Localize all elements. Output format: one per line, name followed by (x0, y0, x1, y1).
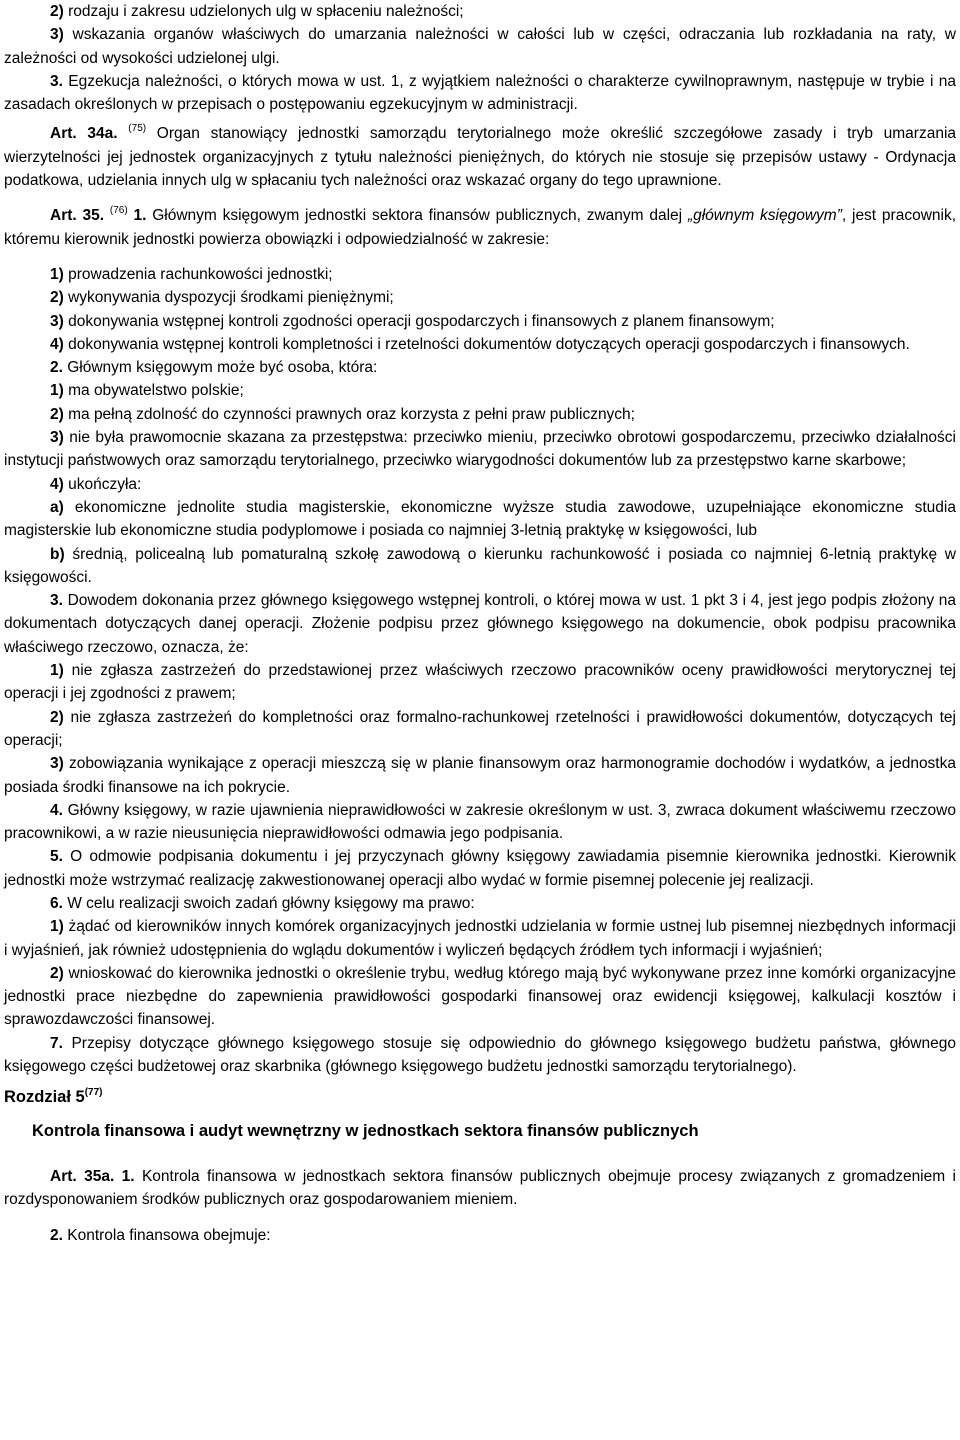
paragraph-text: nie była prawomocnie skazana za przestępstwa: przeciwko mieniu, przeciwko obrotowi gospodarczemu, przeciwko działalności instytucji państwowych oraz samorządu terytorialnego, przeciwko wiarygodności dokumentów lub za przestępstwo karne skarbowe; (4, 429, 956, 470)
paragraph-text: żądać od kierowników innych komórek organizacyjnych jednostki udzielania w formie ustnej lub pisemnej niezbędnych informacji i wyjaśnień, jak również udostępnienia do wglądu dokumentów i wyliczeń będących źródłem tych informacji i wyjaśnień; (4, 918, 956, 959)
list-item (4, 915, 956, 962)
defined-term: „głównym księgowym” (687, 207, 842, 225)
item-marker: 4. (50, 801, 63, 819)
paragraph-text: Główny księgowy, w razie ujawnienia nieprawidłowości w zakresie określonym w ust. 3, zwraca dokument właściwemu rzeczowo pracownikowi, a w razie nieusunięcia nieprawidłowości odmawia jego podpisania. (4, 801, 956, 843)
list-item (4, 426, 956, 473)
article-marker: Art. 35. (50, 207, 105, 225)
list-item (4, 496, 956, 543)
item-marker: 6. (50, 894, 63, 912)
paragraph-text: ma obywatelstwo polskie; (63, 382, 244, 400)
chapter-title: Rozdział 5 (4, 1088, 85, 1107)
item-marker: 3) (50, 26, 64, 44)
item-marker: 4) (50, 475, 64, 493)
item-marker: 2) (50, 289, 64, 307)
item-marker: 1) (50, 918, 64, 936)
item-marker: b) (50, 545, 65, 563)
item-marker: 2) (50, 405, 64, 423)
item-marker: 7. (50, 1034, 63, 1052)
paragraph (4, 0, 956, 23)
article-35 (4, 204, 956, 251)
paragraph-text: Przepisy dotyczące głównego księgowego stosuje się odpowiednio do głównego księgowego budżetu państwa, głównego księgowego części budżetowej oraz skarbnika (głównego księgowego budżetu jednostki samorządu terytorialnego). (4, 1034, 956, 1076)
item-marker: 4) (50, 335, 64, 353)
paragraph-text: ukończyła: (63, 475, 142, 493)
paragraph-text: dokonywania wstępnej kontroli kompletności i rzetelności dokumentów dotyczących operacji gospodarczych i finansowych. (63, 335, 910, 353)
item-marker: 2. (50, 359, 63, 377)
paragraph-text: Głównym księgowym może być osoba, która: (62, 359, 378, 377)
paragraph-text: nie zgłasza zastrzeżeń do kompletności oraz formalno-rachunkowej rzetelności i prawidłowości dokumentów, dotyczących tej operacji; (4, 708, 956, 749)
paragraph-text: O odmowie podpisania dokumentu i jej przyczynach główny księgowy zawiadamia pisemnie kierownika jednostki. Kierownik jednostki może wstrzymać realizację zakwestionowanej operacji albo wydać w formie pisemnej polecenie jej realizacji. (4, 848, 956, 889)
paragraph (4, 799, 956, 846)
item-marker: 3. (50, 592, 63, 610)
list-item (4, 659, 956, 706)
item-marker: 3) (50, 755, 64, 773)
paragraph-text: rodzaju i zakresu udzielonych ulg w spłaceniu należności; (63, 3, 464, 20)
paragraph-text: wykonywania dyspozycji środkami pieniężnymi; (63, 289, 394, 307)
list-item (4, 403, 956, 426)
list-item (4, 962, 956, 1032)
paragraph-text: nie zgłasza zastrzeżeń do przedstawionej przez właściwych rzeczowo pracowników oceny prawidłowości merytorycznej tej operacji i jej zgodności z prawem; (4, 662, 956, 703)
paragraph-text: Egzekucja należności, o których mowa w ust. 1, z wyjątkiem należności o charakterze cywilnoprawnym, następuje w trybie i na zasadach określonych w przepisach o postępowaniu egzekucyjnym w administracji. (4, 72, 956, 114)
paragraph-text: wskazania organów właściwych do umarzania należności w całości lub w części, odraczania lub rozkładania na raty, w zależności od wysokości udzielonej ulgi. (4, 26, 956, 67)
paragraph-text: zobowiązania wynikające z operacji mieszczą się w planie finansowym oraz harmonogramie dochodów i wydatków, a jednostka posiada środki finansowe na ich pokrycie. (4, 755, 956, 796)
paragraph-text: Dowodem dokonania przez głównego księgowego wstępnej kontroli, o której mowa w ust. 1 pkt 3 i 4, jest jego podpis złożony na dokumentach dotyczących danej operacji. Złożenie podpisu przez głównego księgowego na dokumencie, obok podpisu pracownika właściwego rzeczowo, oznacza, że: (4, 592, 956, 656)
paragraph-text: W celu realizacji swoich zadań główny księgowy ma prawo: (62, 894, 475, 912)
footnote-ref: (77) (84, 1087, 103, 1099)
paragraph-text: Kontrola finansowa w jednostkach sektora finansów publicznych obejmuje procesy związanych z gromadzeniem i rozdysponowaniem środków publicznych oraz gospodarowaniem mieniem. (4, 1167, 956, 1209)
paragraph-text: Głównym księgowym jednostki sektora finansów publicznych, zwanym dalej (146, 207, 688, 225)
list-item (4, 333, 956, 356)
paragraph (4, 589, 956, 659)
item-marker: a) (50, 498, 64, 516)
article-34a (4, 122, 956, 192)
footnote-ref: (75) (128, 123, 147, 135)
paragraph-text: ma pełną zdolność do czynności prawnych oraz korzysta z pełni praw publicznych; (63, 405, 635, 423)
list-item (4, 473, 956, 496)
article-35a (4, 1165, 956, 1212)
item-marker: 3) (50, 429, 64, 447)
item-marker: 2. (50, 1226, 63, 1244)
paragraph (4, 845, 956, 892)
item-marker: 3. (50, 72, 63, 90)
list-item (4, 263, 956, 286)
chapter-heading (4, 1086, 956, 1109)
paragraph-text: Kontrola finansowa obejmuje: (62, 1226, 271, 1244)
paragraph (4, 892, 956, 915)
paragraph (4, 1224, 956, 1247)
item-marker: 2) (50, 3, 64, 20)
list-item (4, 310, 956, 333)
paragraph-text: dokonywania wstępnej kontroli zgodności operacji gospodarczych i finansowych z planem finansowym; (63, 312, 775, 330)
item-marker: 2) (50, 964, 64, 982)
chapter-subtitle: Kontrola finansowa i audyt wewnętrzny w jednostkach sektora finansów publicznych (32, 1121, 699, 1140)
item-marker: 1) (50, 382, 64, 400)
list-item (4, 379, 956, 402)
paragraph-text: Organ stanowiący jednostki samorządu terytorialnego może określić szczegółowe zasady i tryb umarzania wierzytelności jej jednostek organizacyjnych z tytułu należności pieniężnych, do których nie stosuje się przepisów ustawy - Ordynacja podatkowa, udzielania innych ulg w spłacaniu tych należności oraz wskazać organy do tego uprawnione. (4, 125, 957, 190)
list-item (4, 543, 956, 590)
item-marker: 1. (133, 207, 147, 225)
list-item (4, 752, 956, 799)
item-marker: 1) (50, 265, 64, 283)
article-marker: Art. 35a. (50, 1167, 115, 1185)
paragraph (4, 1032, 956, 1079)
list-item (4, 286, 956, 309)
paragraph (4, 356, 956, 379)
footnote-ref: (76) (109, 205, 128, 217)
list-item (4, 706, 956, 753)
paragraph (4, 70, 956, 117)
paragraph-text: prowadzenia rachunkowości jednostki; (63, 265, 333, 283)
paragraph-text: , jest pracownik, któremu kierownik jednostki powierza obowiązki i odpowiedzialność w zakresie: (4, 207, 957, 248)
paragraph-text: średnią, policealną lub pomaturalną szkołę zawodową o kierunku rachunkowość i posiada co najmniej 6-letnią praktykę w księgowości. (4, 545, 956, 586)
article-marker: Art. 34a. (50, 125, 118, 143)
item-marker: 2) (50, 708, 64, 726)
paragraph (4, 23, 956, 70)
paragraph-text: wnioskować do kierownika jednostki o określenie trybu, według którego mają być wykonywane przez inne komórki organizacyjne jednostki prace niezbędne do zapewnienia prawidłowości gospodarki finansowej oraz ewidencji księgowej, kalkulacji kosztów i sprawozdawczości finansowej. (4, 964, 956, 1029)
item-marker: 3) (50, 312, 64, 330)
item-marker: 5. (50, 848, 63, 866)
paragraph-text: ekonomiczne jednolite studia magisterskie, ekonomiczne wyższe studia zawodowe, uzupełniające ekonomiczne studia magisterskie lub ekonomiczne studia podyplomowe i posiada co najmniej 3-letnią praktykę w księgowości, lub (4, 498, 956, 540)
item-marker: 1. (114, 1167, 135, 1185)
item-marker: 1) (50, 662, 64, 680)
